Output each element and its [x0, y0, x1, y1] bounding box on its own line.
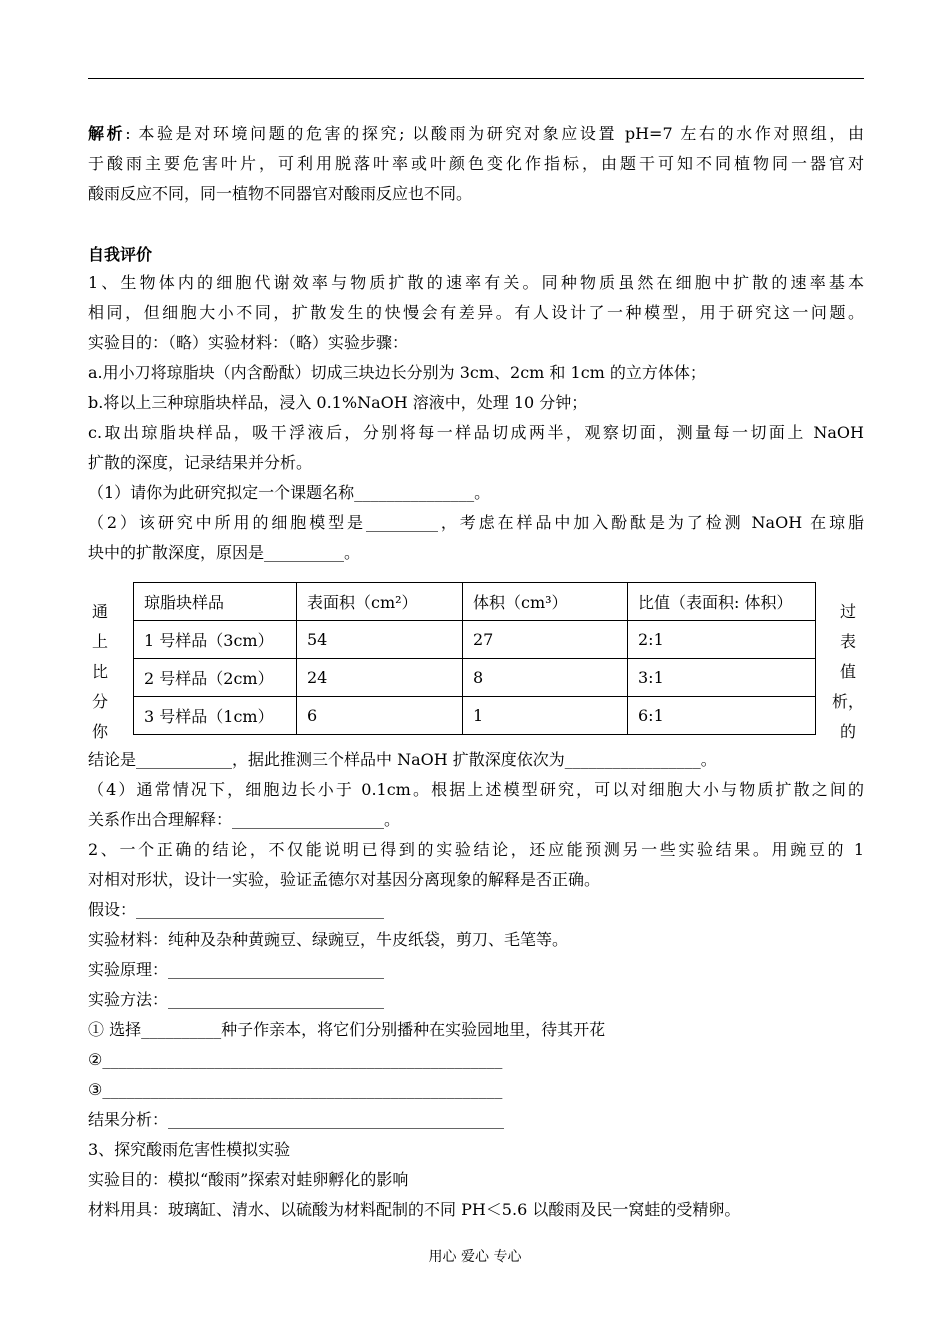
- table-header-cell: 比值（表面积: 体积）: [628, 583, 816, 621]
- q1-line-10: 块中的扩散深度，原因是__________。: [88, 543, 361, 562]
- table-row: [134, 659, 816, 697]
- table-row: [134, 697, 816, 735]
- q3-line-3: 材料用具：玻璃缸、清水、以硫酸为材料配制的不同 PH＜5.6 以酸雨及民一窝蛙的受精卵。: [88, 1200, 741, 1219]
- table-cell: 6:1: [628, 697, 816, 735]
- analysis-line-3: 酸雨反应不同，同一植物不同器官对酸雨反应也不同。: [88, 184, 473, 203]
- q2-line-10: 结果分析：__________________________________________: [88, 1110, 505, 1129]
- q1-line-9: （2）该研究中所用的细胞模型是_________，考虑在样品中加入酚酞是为了检测 NaOH 在琼脂: [88, 513, 864, 532]
- q2-line-9: ③__________________________________________________: [88, 1080, 503, 1099]
- questions-continued: [88, 745, 864, 1225]
- table-header-cell: 琼脂块样品: [134, 583, 297, 621]
- q1-line-12: （4）通常情况下，细胞边长小于 0.1cm。根据上述模型研究，可以对细胞大小与物质扩散之间的: [88, 780, 864, 799]
- table-cell: 3 号样品（1cm）: [134, 697, 297, 735]
- table-cell: 24: [297, 659, 463, 697]
- table-cell: 2 号样品（2cm）: [134, 659, 297, 697]
- page-footer: 用心 爱心 专心: [428, 1249, 522, 1265]
- q1-line-8: （1）请你为此研究拟定一个课题名称_______________。: [88, 483, 491, 502]
- q2-line-5: 实验原理：___________________________: [88, 960, 385, 979]
- table-header-cell: 表面积（cm²）: [297, 583, 463, 621]
- q1-line-7: 扩散的深度，记录结果并分析。: [88, 453, 313, 472]
- table-cell: 27: [463, 621, 628, 659]
- table-cell: 8: [463, 659, 628, 697]
- section-title: 自我评价: [88, 245, 153, 264]
- q1-line-4: a.用小刀将琼脂块（内含酚酞）切成三块边长分别为 3cm、2cm 和 1cm 的立方体体；: [88, 363, 706, 382]
- q1-line-13: 关系作出合理解释：___________________。: [88, 810, 401, 829]
- q1-line-1: 1、生物体内的细胞代谢效率与物质扩散的速率有关。同种物质虽然在细胞中扩散的速率基本: [88, 273, 864, 292]
- ratio-table: [133, 582, 816, 735]
- table-cell: 54: [297, 621, 463, 659]
- q1-line-6: c.取出琼脂块样品，吸干浮液后，分别将每一样品切成两半，观察切面，测量每一切面上 NaOH: [88, 423, 864, 442]
- analysis-label: 解析: [88, 124, 126, 143]
- table-row: [134, 621, 816, 659]
- analysis-line-2: 于酸雨主要危害叶片，可利用脱落叶率或叶颜色变化作指标，由题干可知不同植物同一器官对: [88, 154, 864, 173]
- q1-line-11: 结论是____________，据此推测三个样品中 NaOH 扩散深度依次为_________________。: [88, 750, 717, 769]
- q2-line-1: 2、一个正确的结论，不仅能说明已得到的实验结论，还应能预测另一些实验结果。用豌豆的 1: [88, 840, 864, 859]
- table-header-row: [134, 583, 816, 621]
- q2-line-4: 实验材料：纯种及杂种黄豌豆、绿豌豆，牛皮纸袋，剪刀、毛笔等。: [88, 930, 569, 949]
- table-cell: 2:1: [628, 621, 816, 659]
- q3-line-1: 3、探究酸雨危害性模拟实验: [88, 1140, 291, 1159]
- q2-line-2: 对相对形状，设计一实验，验证孟德尔对基因分离现象的解释是否正确。: [88, 870, 601, 889]
- q1-line-2: 相同，但细胞大小不同，扩散发生的快慢会有差异。有人设计了一种模型，用于研究这一问题。: [88, 303, 864, 322]
- table-header-cell: 体积（cm³）: [463, 583, 628, 621]
- q2-line-8: ②__________________________________________________: [88, 1050, 503, 1069]
- right-side-text: 过 表 值 析， 的: [832, 602, 865, 741]
- analysis-paragraph: [88, 119, 864, 209]
- table-cell: 1: [463, 697, 628, 735]
- header-rule: [88, 78, 864, 79]
- q2-line-6: 实验方法：___________________________: [88, 990, 385, 1009]
- q1-line-5: b.将以上三种琼脂块样品，浸入 0.1%NaOH 溶液中，处理 10 分钟；: [88, 393, 588, 412]
- question-1-text: [88, 268, 864, 568]
- table-cell: 3:1: [628, 659, 816, 697]
- analysis-line-1: 解析: 本验是对环境问题的危害的探究; 以酸雨为研究对象应设置 pH=7 左右的水作对照组，由: [88, 124, 864, 143]
- table-cell: 6: [297, 697, 463, 735]
- left-side-text: 通 上 比 分 你: [91, 602, 108, 741]
- q1-line-3: 实验目的：（略）实验材料：（略）实验步骤：: [88, 333, 409, 352]
- q3-line-2: 实验目的：模拟“酸雨”探索对蛙卵孵化的影响: [88, 1170, 409, 1189]
- q2-line-7: ① 选择__________种子作亲本，将它们分别播种在实验园地里，待其开花: [88, 1020, 606, 1039]
- q2-line-3: 假设：_______________________________: [88, 900, 385, 919]
- table-cell: 1 号样品（3cm）: [134, 621, 297, 659]
